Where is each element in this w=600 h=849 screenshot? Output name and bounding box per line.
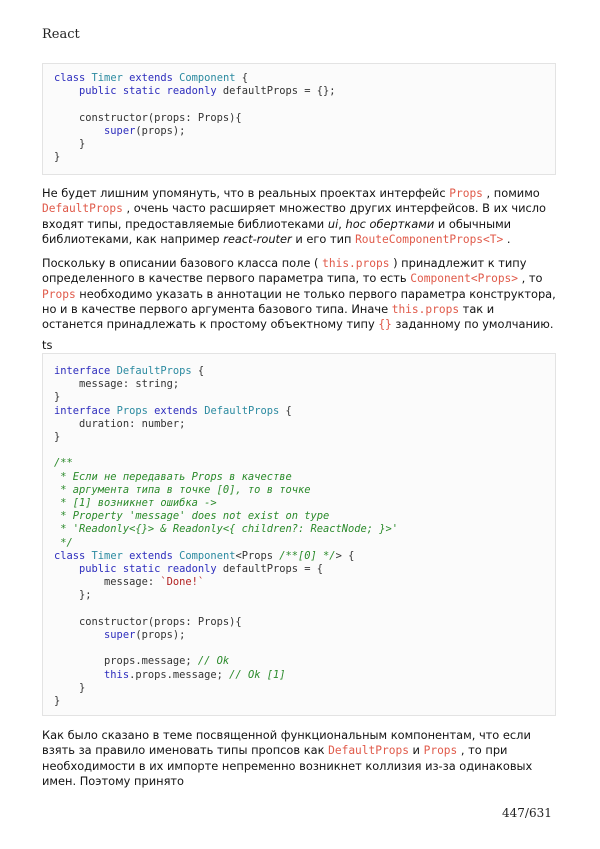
text: , <box>338 216 346 231</box>
keyword: extends <box>154 404 198 417</box>
inline-code: Props <box>449 187 483 200</box>
code-text: <Props <box>235 549 280 562</box>
page-number: 447/631 <box>502 806 552 820</box>
code-line: } <box>54 151 61 164</box>
code-line: } <box>54 681 86 694</box>
code-line: duration: number; <box>54 417 186 430</box>
inline-code: Props <box>423 744 458 758</box>
inline-comment: // Ok <box>197 655 230 668</box>
code-line: constructor(props: Props){ <box>54 111 242 124</box>
type-name: Component <box>179 72 236 84</box>
inline-code: DefaultProps <box>42 202 123 216</box>
type-name: Props <box>116 404 148 417</box>
code-text: defaultProps = { <box>216 563 324 576</box>
inline-code: Component<Props> <box>410 272 519 286</box>
keyword: public static readonly <box>79 563 217 576</box>
code-line: }; <box>54 589 92 602</box>
inline-code: {} <box>378 318 392 332</box>
paragraph-this-props <box>42 256 558 332</box>
code-block-timer-basic <box>42 63 556 175</box>
text: так и останется принадлежать к простому объектному типу <box>42 301 495 332</box>
comment-line: * Property 'message' does not exist on type <box>54 510 330 523</box>
keyword: extends <box>129 72 173 84</box>
text: , то <box>518 271 543 286</box>
text: ) принадлежит к типу определенного в качестве первого параметра типа, то есть <box>42 256 527 286</box>
text: и обычными библиотеками, как например <box>42 216 512 246</box>
text: заданному по умолчанию. <box>391 317 554 332</box>
comment-line: * [1] возникнет ошибка -> <box>54 497 217 510</box>
comment-line: */ <box>54 536 73 549</box>
inline-code: this.props <box>391 302 460 316</box>
text: необходимо указать в аннотации не только первого параметра конструктора, но и в качестве первого аргумента базового типа. Иначе <box>42 286 556 316</box>
code-line <box>54 629 185 641</box>
code-line <box>54 655 229 667</box>
type-name: DefaultProps <box>116 365 192 377</box>
code-block-timer-props <box>42 353 556 716</box>
keyword: class <box>54 72 86 84</box>
code-line <box>54 563 323 575</box>
text: и его тип <box>291 231 356 246</box>
keyword: extends <box>129 549 173 562</box>
code-text: .props.message; <box>129 668 230 681</box>
code-line <box>54 125 185 137</box>
inline-code: this.props <box>322 257 390 270</box>
keyword: this <box>104 668 130 681</box>
code-line <box>54 72 248 84</box>
code-line <box>54 85 336 97</box>
keyword: public static readonly <box>79 85 217 98</box>
type-name: Timer <box>91 549 123 562</box>
code-line: constructor(props: Props){ <box>54 615 242 628</box>
code-line: } <box>54 695 61 708</box>
inline-code: DefaultProps <box>328 744 409 758</box>
comment-line: * Если не передавать Props в качестве <box>54 470 292 483</box>
code-line: } <box>54 431 61 444</box>
code-line <box>54 669 285 681</box>
code-text: defaultProps = {}; <box>216 85 336 98</box>
comment-line: * 'Readonly<{}> & Readonly<{ children?: ReactNode; }>' <box>54 523 399 536</box>
paragraph-naming-collision <box>42 728 558 789</box>
type-name: Timer <box>91 72 123 84</box>
code-text <box>54 125 104 137</box>
code-text <box>54 85 79 97</box>
text: и <box>408 743 424 758</box>
string-literal: `Done!` <box>160 576 205 589</box>
code-text: { <box>279 404 292 417</box>
inline-code: RouteComponentProps<T> <box>355 232 504 246</box>
code-text: (props); <box>135 124 186 137</box>
code-line <box>54 405 292 417</box>
running-header: React <box>42 27 80 42</box>
inline-code: Props <box>42 287 76 301</box>
code-text: { <box>191 365 205 377</box>
inline-comment: // Ok [1] <box>229 668 286 681</box>
function-name: super <box>104 124 136 137</box>
emphasis: react-router <box>223 231 292 246</box>
code-line: message: string; <box>54 378 180 391</box>
code-text: (props); <box>135 629 186 642</box>
code-line: } <box>54 391 61 404</box>
code-text: message: <box>54 576 161 589</box>
inline-comment: /**[0] */ <box>279 549 336 562</box>
code-text: > { <box>335 549 355 562</box>
comment-line: * аргумента типа в точке [0], то в точке <box>54 483 311 496</box>
text: , очень часто расширяет множество других интерфейсов. В их число входят типы, предоставляемые библиотеками <box>42 201 547 231</box>
code-line <box>54 365 204 377</box>
code-language-label: ts <box>42 338 53 352</box>
code-text: { <box>235 72 248 84</box>
keyword: interface <box>54 365 111 377</box>
paragraph-props-extends <box>42 186 558 247</box>
function-name: super <box>104 629 136 642</box>
code-line <box>54 550 354 562</box>
code-line <box>54 576 204 588</box>
code-text: props.message; <box>54 655 198 668</box>
text: , помимо <box>482 186 540 200</box>
emphasis: hoc обертками <box>345 216 435 231</box>
comment-line: /** <box>54 457 73 470</box>
text: Поскольку в описании базового класса поле ( <box>42 256 323 270</box>
keyword: class <box>54 549 86 562</box>
text: Не будет лишним упомянуть, что в реальных проектах интерфейс <box>42 186 450 200</box>
type-name: DefaultProps <box>204 404 280 417</box>
text: . <box>503 231 511 246</box>
keyword: interface <box>54 404 111 417</box>
type-name: Component <box>179 549 236 562</box>
emphasis: ui <box>327 216 339 231</box>
text: , то при необходимости в их импорте непременно возникнет коллизия из-за одинаковых имен. Поэтому принято <box>42 743 533 788</box>
text: Как было сказано в теме посвященной функциональным компонентам, что если взять за правило именовать типы пропсов как <box>42 728 531 758</box>
code-line: } <box>54 138 86 151</box>
